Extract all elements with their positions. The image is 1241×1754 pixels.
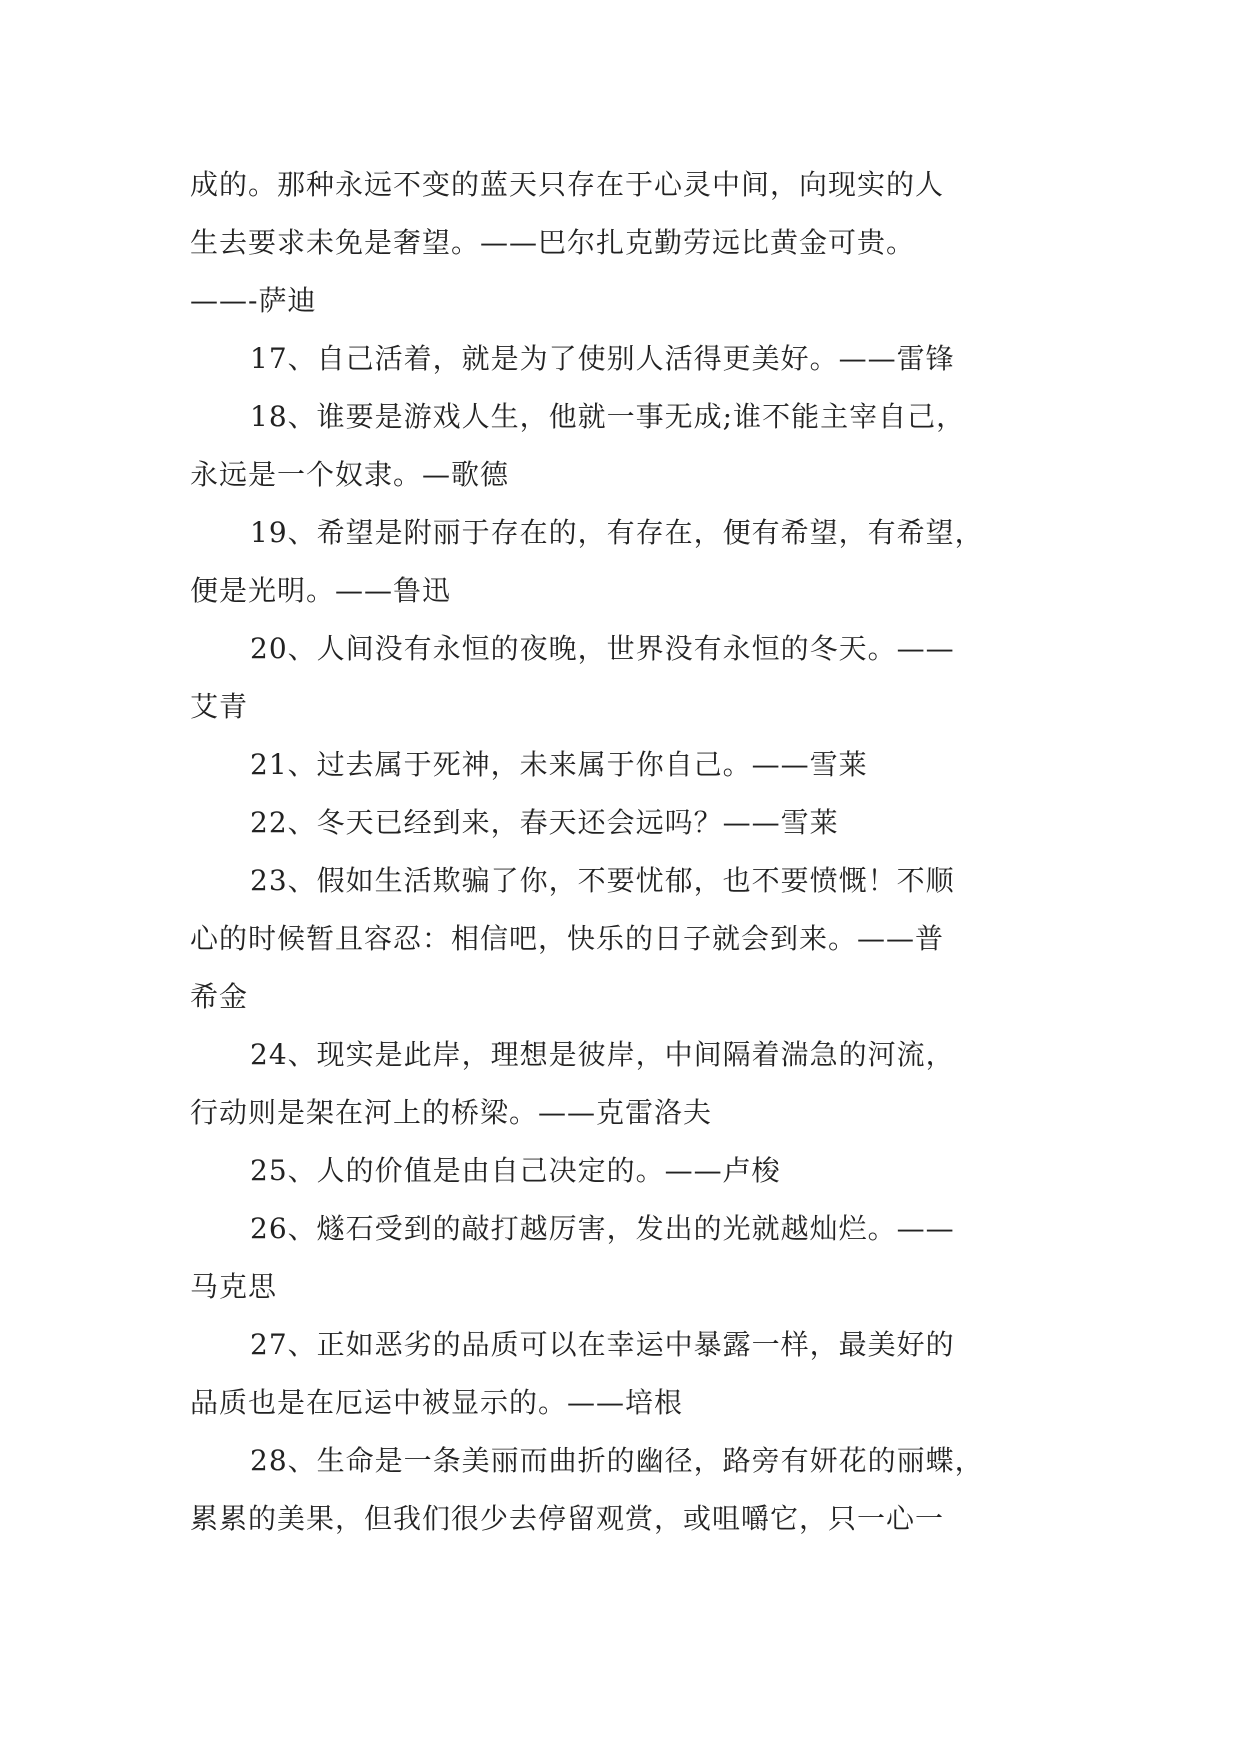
document-page	[190, 156, 1070, 1548]
quote-27: 27、正如恶劣的品质可以在幸运中暴露一样，最美好的	[250, 1328, 955, 1361]
text-line: 希金	[190, 980, 249, 1013]
quote-22: 22、冬天已经到来，春天还会远吗？——雪莱	[250, 806, 839, 839]
quote-17: 17、自己活着，就是为了使别人活得更美好。——雷锋	[250, 342, 955, 375]
text-line: 累累的美果，但我们很少去停留观赏，或咀嚼它，只一心一	[190, 1502, 945, 1535]
text-line: 心的时候暂且容忍：相信吧，快乐的日子就会到来。——普	[190, 922, 945, 955]
text-line: 品质也是在厄运中被显示的。——培根	[190, 1386, 684, 1419]
text-line: 生去要求未免是奢望。——巴尔扎克勤劳远比黄金可贵。	[190, 226, 916, 259]
quote-26: 26、燧石受到的敲打越厉害，发出的光就越灿烂。——	[250, 1212, 955, 1245]
quote-28: 28、生命是一条美丽而曲折的幽径，路旁有妍花的丽蝶，	[250, 1444, 984, 1477]
quote-23: 23、假如生活欺骗了你，不要忧郁，也不要愤慨！不顺	[250, 864, 955, 897]
quote-20: 20、人间没有永恒的夜晚，世界没有永恒的冬天。——	[250, 632, 955, 665]
text-line: ——-萨迪	[190, 284, 317, 317]
quote-25: 25、人的价值是由自己决定的。——卢梭	[250, 1154, 781, 1187]
text-line: 艾青	[190, 690, 249, 723]
quote-19: 19、希望是附丽于存在的，有存在，便有希望，有希望，	[250, 516, 984, 549]
text-line: 便是光明。——鲁迅	[190, 574, 452, 607]
text-line: 成的。那种永远不变的蓝天只存在于心灵中间，向现实的人	[190, 168, 945, 201]
quote-21: 21、过去属于死神，未来属于你自己。——雪莱	[250, 748, 868, 781]
text-line: 永远是一个奴隶。—歌德	[190, 458, 510, 491]
text-line: 行动则是架在河上的桥梁。——克雷洛夫	[190, 1096, 713, 1129]
quote-18: 18、谁要是游戏人生，他就一事无成;谁不能主宰自己，	[250, 400, 966, 433]
text-line: 马克思	[190, 1270, 278, 1303]
quote-24: 24、现实是此岸，理想是彼岸，中间隔着湍急的河流，	[250, 1038, 955, 1071]
